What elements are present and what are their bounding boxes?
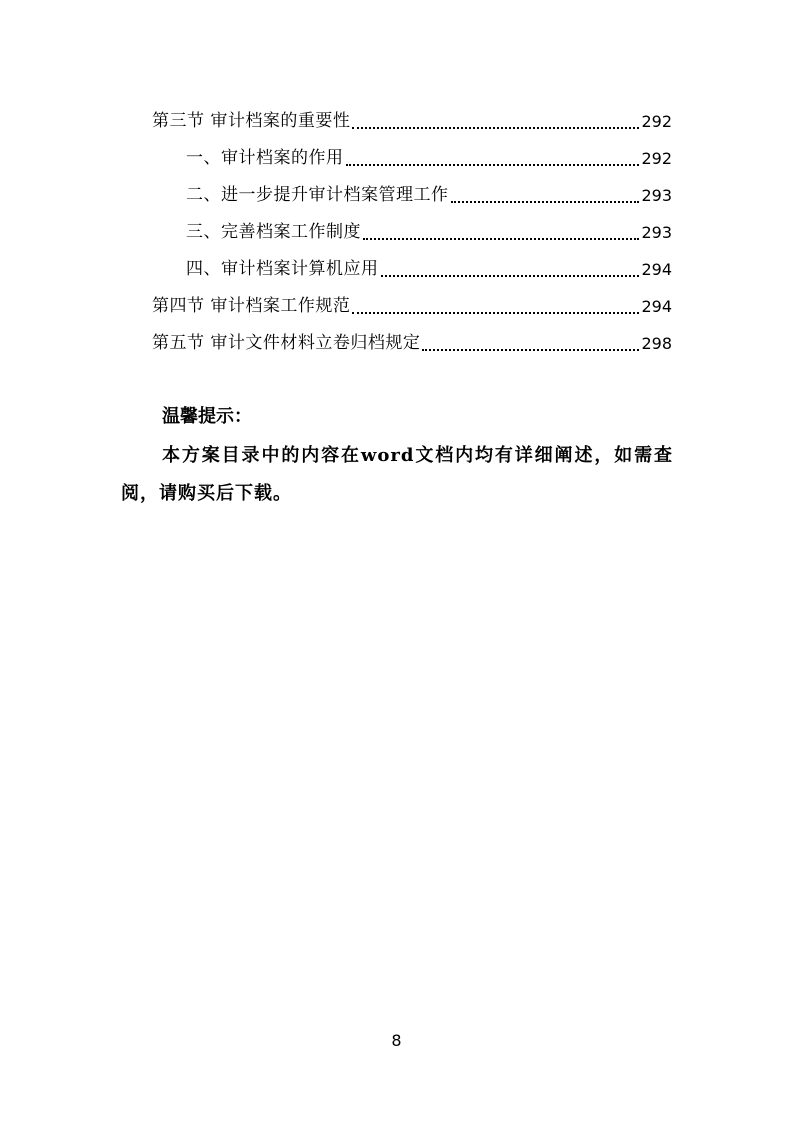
toc-entry-page: 292 bbox=[641, 112, 672, 131]
toc-entry-section-3[interactable] bbox=[152, 103, 672, 140]
toc-entry-label: 第四节 审计档案工作规范 bbox=[152, 296, 351, 316]
toc-entry-label: 三、完善档案工作制度 bbox=[186, 222, 361, 242]
toc-leader-dots bbox=[422, 348, 639, 351]
toc-leader-dots bbox=[352, 311, 639, 314]
toc-entry-label: 二、进一步提升审计档案管理工作 bbox=[186, 185, 449, 205]
toc-leader-dots bbox=[451, 200, 640, 203]
toc-entry-label: 第三节 审计档案的重要性 bbox=[152, 111, 351, 131]
toc-entry-item-2[interactable] bbox=[186, 177, 672, 214]
toc-entry-label: 四、审计档案计算机应用 bbox=[186, 259, 379, 279]
toc-leader-dots bbox=[381, 274, 640, 277]
notice-body: 本方案目录中的内容在word文档内均有详细阐述，如需查阅，请购买后下载。 bbox=[121, 445, 673, 504]
toc-entry-page: 292 bbox=[641, 149, 672, 168]
toc-entry-page: 294 bbox=[641, 297, 672, 316]
toc-leader-dots bbox=[352, 126, 639, 129]
toc-entry-page: 293 bbox=[641, 186, 672, 205]
toc-leader-dots bbox=[346, 163, 640, 166]
toc-entry-item-1[interactable] bbox=[186, 140, 672, 177]
page-number: 8 bbox=[391, 1031, 402, 1050]
toc-entry-item-3[interactable] bbox=[186, 214, 672, 251]
notice-title: 温馨提示： bbox=[162, 406, 252, 427]
toc-leader-dots bbox=[363, 237, 639, 240]
toc-entry-page: 298 bbox=[641, 334, 672, 353]
toc-entry-label: 第五节 审计文件材料立卷归档规定 bbox=[152, 333, 421, 353]
toc-entry-section-4[interactable] bbox=[152, 288, 672, 325]
toc-entry-label: 一、审计档案的作用 bbox=[186, 148, 344, 168]
toc-entry-page: 293 bbox=[641, 223, 672, 242]
toc-entry-item-4[interactable] bbox=[186, 251, 672, 288]
toc-entry-section-5[interactable] bbox=[152, 325, 672, 362]
toc-entry-page: 294 bbox=[641, 260, 672, 279]
